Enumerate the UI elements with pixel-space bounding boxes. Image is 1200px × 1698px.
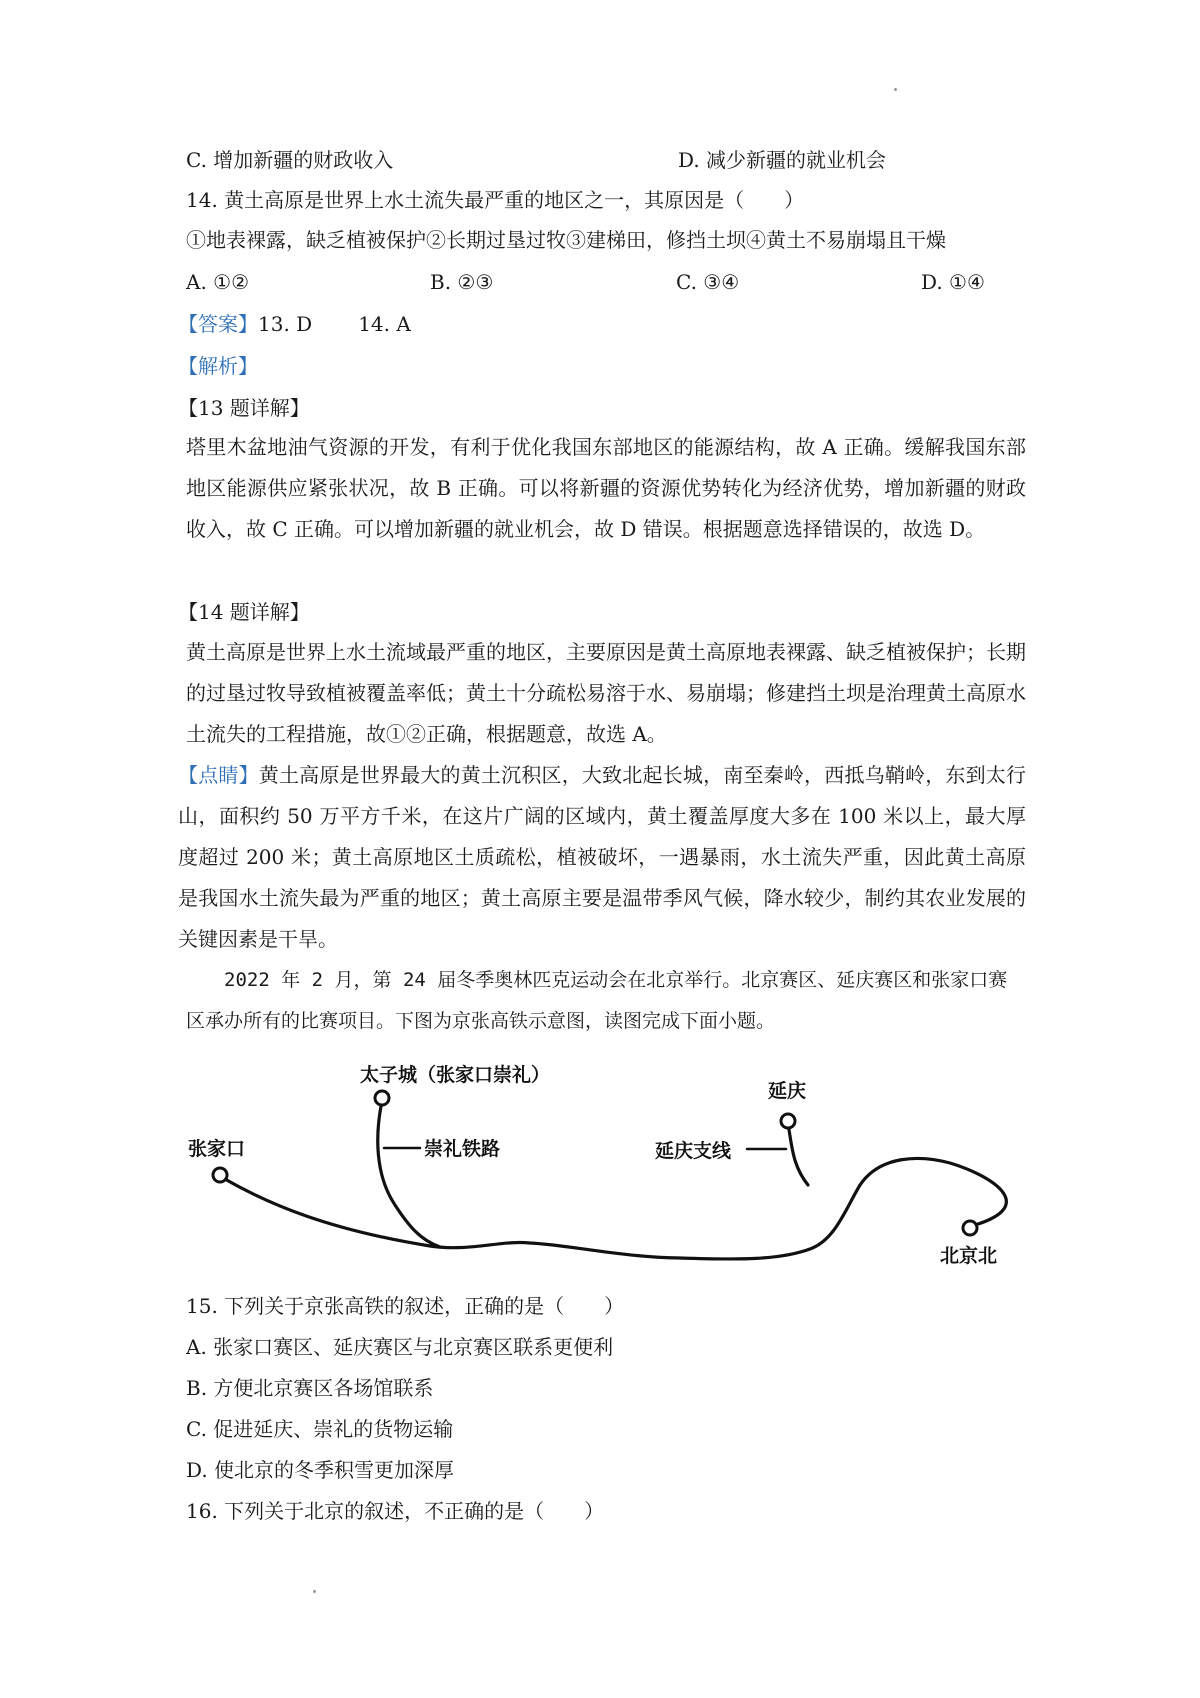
analysis-label: 【解析】 [178,354,258,378]
q13-option-c: C. 增加新疆的财政收入 [186,148,394,172]
yanqing-branch-line [788,1124,808,1185]
q13-option-d: D. 减少新疆的就业机会 [678,148,887,172]
q15-option-d: D. 使北京的冬季积雪更加深厚 [186,1458,455,1482]
q14-option-b: B. ②③ [430,270,494,294]
answer-label: 【答案】 [178,312,258,336]
q14-detail-text: 黄土高原是世界上水土流域最严重的地区，主要原因是黄土高原地表裸露、缺乏植被保护；长期的过垦过牧导致植被覆盖率低；黄土十分疏松易溶于水、易崩塌；修建挡土坝是治理黄土高原水土流失的工程措施，故①②正确，根据题意，故选 A。 [186,640,1026,746]
yanqing-station-icon [781,1114,795,1128]
zhangjiakou-station-icon [213,1168,227,1182]
q15-option-b: B. 方便北京赛区各场馆联系 [186,1376,434,1400]
q14-detail-heading: 【14 题详解】 [178,600,310,624]
tip-paragraph [178,755,1026,960]
q14-option-d: D. ①④ [921,270,985,294]
q14-option-a: A. ①② [186,270,250,294]
answer-line [178,312,411,336]
answer-q14: 14. A [358,312,411,336]
scan-speck [894,88,897,91]
q13-detail-heading: 【13 题详解】 [178,396,310,420]
q15-option-c: C. 促进延庆、崇礼的货物运输 [186,1417,454,1441]
q14-option-c: C. ③④ [676,270,740,294]
tip-text: 黄土高原是世界最大的黄土沉积区，大致北起长城，南至秦岭，西抵乌鞘岭，东到太行山，面积约 50 万平方千米，在这片广阔的区域内，黄土覆盖厚度大多在 100 米以上，最大厚度超过 200 米；黄土高原地区土质疏松，植被破坏，一遇暴雨，水土流失严重，因此黄土高原是我国水土流失最为严重的地区；黄土高原主要是温带季风气候，降水较少，制约其农业发展的关键因素是干旱。 [178,763,1027,951]
scan-speck [313,1590,316,1593]
jingzhang-railway-map [180,1055,1020,1270]
label-yanqing: 延庆 [768,1080,807,1102]
q15-option-a: A. 张家口赛区、延庆赛区与北京赛区联系更便利 [186,1335,614,1359]
chongli-railway-line [378,1101,440,1247]
taizicheng-station-icon [375,1091,389,1105]
tip-label: 【点睛】 [178,763,259,787]
olympics-intro: 2022 年 2 月，第 24 届冬季奥林匹克运动会在北京举行。北京赛区、延庆赛区和张家口赛区承办所有的比赛项目。下图为京张高铁示意图，读图完成下面小题。 [186,969,1008,1032]
q13-detail-text: 塔里木盆地油气资源的开发，有利于优化我国东部地区的能源结构，故 A 正确。缓解我国东部地区能源供应紧张状况，故 B 正确。可以将新疆的资源优势转化为经济优势，增加新疆的财政收入，故 C 正确。可以增加新疆的就业机会，故 D 错误。根据题意选择错误的，故选 D。 [186,435,1026,541]
beijingbei-station-icon [963,1221,977,1235]
label-taizicheng: 太子城（张家口崇礼） [360,1064,551,1086]
label-zhangjiakou: 张家口 [188,1138,246,1160]
main-railway-line [223,1158,1006,1259]
label-yanqing-branch: 延庆支线 [655,1140,732,1162]
q14-stem: 14. 黄土高原是世界上水土流失最严重的地区之一，其原因是（ ） [186,188,805,212]
label-chongli-railway: 崇礼铁路 [424,1138,501,1160]
answer-q13: 13. D [258,312,313,336]
q16-stem: 16. 下列关于北京的叙述，不正确的是（ ） [186,1499,605,1523]
label-beijingbei: 北京北 [940,1245,998,1267]
q15-stem: 15. 下列关于京张高铁的叙述，正确的是（ ） [186,1294,625,1318]
q14-items: ①地表裸露，缺乏植被保护②长期过垦过牧③建梯田，修挡土坝④黄土不易崩塌且干燥 [186,228,946,252]
